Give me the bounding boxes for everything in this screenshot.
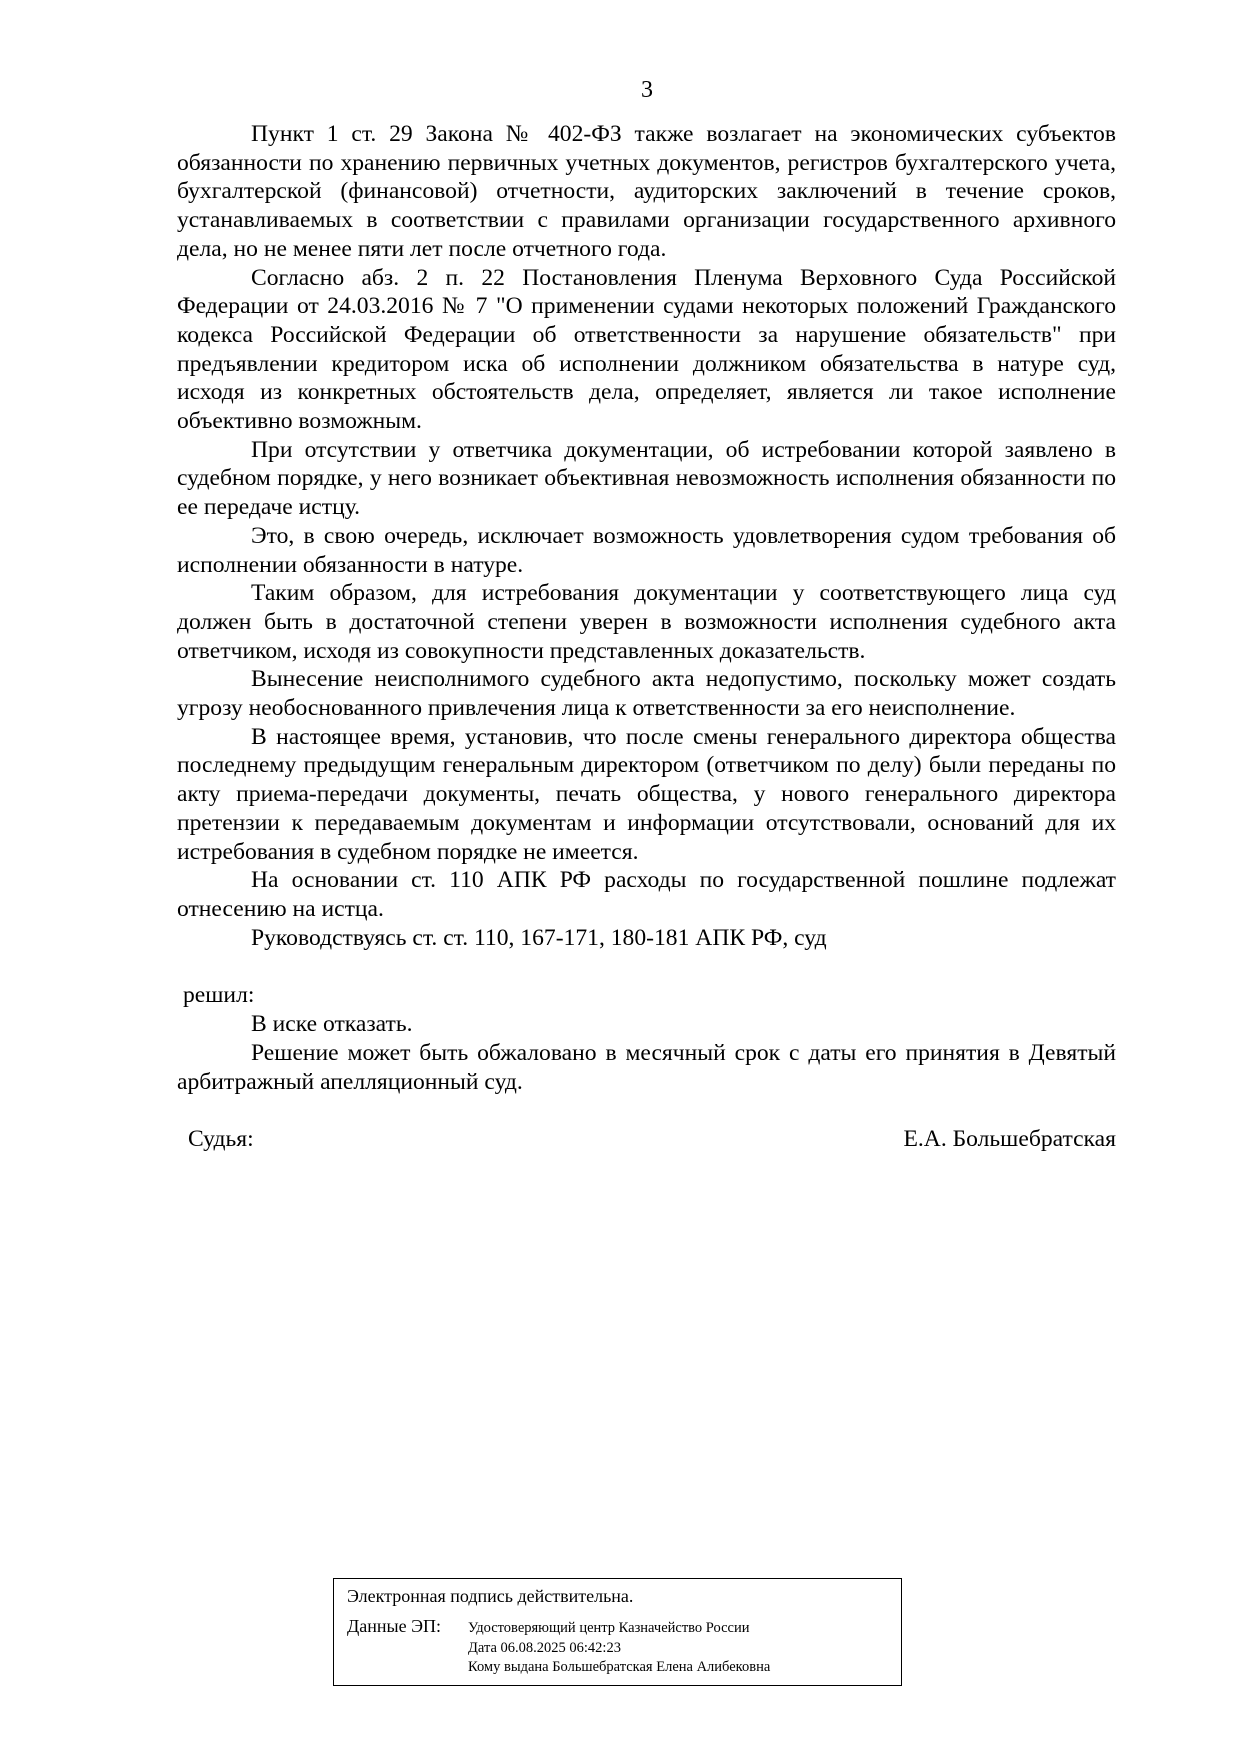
decision-heading: решил:	[183, 982, 255, 1009]
paragraph: Руководствуясь ст. ст. 110, 167-171, 180-181 АПК РФ, суд	[251, 924, 827, 951]
signature-label: Судья:	[188, 1126, 254, 1153]
decision-paragraph: В иске отказать.	[251, 1011, 413, 1038]
paragraph: Согласно абз. 2 п. 22 Постановления Пленума Верховного Суда Российской Федерации от 24.03.2016 № 7 "О применении судами некоторых положений Гражданского кодекса Российской Федерации об ответственности за нарушение обязательств" при предъявлении кредитором иска об исполнении должником обязательства в натуре суд, исходя из конкретных обстоятельств дела, определяет, является ли такое исполнение объективно возможным.	[177, 264, 1116, 435]
paragraph: Вынесение неисполнимого судебного акта недопустимо, поскольку может создать угрозу необоснованного привлечения лица к ответственности за его неисполнение.	[177, 666, 1116, 722]
stamp-date: Дата 06.08.2025 06:42:23	[468, 1639, 621, 1656]
paragraph: При отсутствии у ответчика документации, об истребовании которой заявлено в судебном порядке, у него возникает объективная невозможность исполнения обязанности по ее передаче истцу.	[177, 436, 1116, 521]
paragraph: На основании ст. 110 АПК РФ расходы по государственной пошлине подлежат отнесению на истца.	[177, 867, 1116, 922]
stamp-title: Электронная подпись действительна.	[347, 1586, 634, 1606]
paragraph: В настоящее время, установив, что после смены генерального директора общества последнему предыдущим генеральным директором (ответчиком по делу) были переданы по акту приема-передачи документы, печать общества, у нового генерального директора претензии к передаваемым документам и информации отсутствовали, оснований для их истребования в судебном порядке не имеется.	[177, 723, 1116, 865]
paragraph: Это, в свою очередь, исключает возможность удовлетворения судом требования об исполнении обязанности в натуре.	[177, 522, 1116, 578]
electronic-signature-stamp	[333, 1578, 902, 1686]
paragraph: Пункт 1 ст. 29 Закона № 402-ФЗ также возлагает на экономических субъектов обязанности по хранению первичных учетных документов, регистров бухгалтерского учета, бухгалтерской (финансовой) отчетности, аудиторских заключений в течение сроков, устанавливаемых в соответствии с правилами организации государственного архивного дела, но не менее пяти лет после отчетного года.	[177, 121, 1116, 262]
stamp-label: Данные ЭП:	[347, 1616, 441, 1636]
judge-name: Е.А. Большебратская	[903, 1126, 1116, 1153]
document-body	[177, 120, 1116, 1154]
page-number: 3	[641, 77, 653, 103]
decision-paragraph: Решение может быть обжаловано в месячный срок с даты его принятия в Девятый арбитражный апелляционный суд.	[177, 1039, 1116, 1095]
stamp-issued-to: Кому выдана Большебратская Елена Алибековна	[468, 1659, 771, 1675]
signature-row	[177, 1125, 1116, 1154]
stamp-details	[468, 1619, 770, 1678]
stamp-issuer: Удостоверяющий центр Казначейство России	[468, 1620, 750, 1636]
paragraph: Таким образом, для истребования документации у соответствующего лица суд должен быть в достаточной степени уверен в возможности исполнения судебного акта ответчиком, исходя из совокупности представленных доказательств.	[177, 580, 1116, 664]
